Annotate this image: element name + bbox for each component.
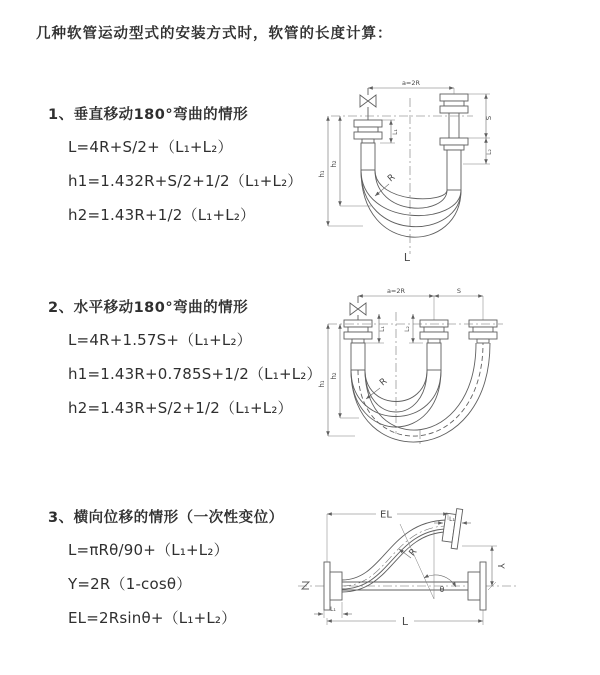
formula-h1: h1=1.43R+0.785S+1/2（L₁+L₂） [68, 365, 322, 383]
diagram-horizontal-180-bend [313, 284, 598, 469]
formula-y: Y=2R（1-cosθ） [68, 575, 192, 593]
dim-label-s: S [456, 287, 462, 295]
dimension-el [327, 510, 448, 563]
braided-section [351, 343, 365, 370]
formula-l: L=4R+S/2+（L₁+L₂） [68, 138, 233, 156]
right-hose-fitting [440, 94, 468, 190]
dimension-s [434, 287, 483, 296]
dimension-l1 [380, 120, 399, 143]
left-hose-fitting [344, 320, 372, 370]
formula-el: EL=2Rsinθ+（L₁+L₂） [68, 609, 237, 627]
hose-s-curve [342, 520, 446, 592]
dimension-l [327, 610, 483, 628]
dim-label-l1: L₁ [392, 129, 399, 135]
formula-h2: h2=1.43R+1/2（L₁+L₂） [68, 206, 256, 224]
valve-icon [360, 88, 376, 120]
page-title: 几种软管运动型式的安装方式时，软管的长度计算： [36, 26, 393, 42]
radius-label: R [386, 172, 398, 185]
formula-h1: h1=1.432R+S/2+1/2（L₁+L₂） [68, 172, 303, 190]
radius-label: R [407, 547, 420, 559]
braided-section [361, 143, 375, 170]
dim-label-a2r: a=2R [401, 79, 421, 87]
hose-curves [361, 170, 461, 237]
length-label: L [401, 615, 409, 628]
dim-label-h1: h₁ [318, 380, 326, 388]
braided-section [447, 150, 461, 190]
theta-label: θ [439, 585, 445, 594]
dim-label-l2: L₂ [404, 326, 411, 332]
valve-icon [350, 296, 366, 320]
dim-label-l1-top: L₁ [449, 516, 455, 523]
dimension-a2r [358, 287, 434, 296]
dim-label-el: EL [380, 509, 392, 521]
radius-label: R [378, 376, 390, 389]
section-vertical-180-bend [48, 103, 323, 238]
dim-label-h1: h₁ [318, 170, 326, 178]
dimension-l1-top [434, 516, 471, 523]
section-2-heading: 2、水平移动180°弯曲的情形 [48, 300, 249, 316]
diagram-lateral-displacement [296, 502, 600, 654]
centerline-break-icon [302, 582, 309, 589]
right-hose-fitting-moved [469, 296, 497, 343]
dim-label-h2: h₂ [330, 160, 338, 168]
dim-label-l2: L₂ [486, 149, 493, 155]
dim-label-l1-bottom: L₁ [330, 606, 336, 613]
dimension-l1-bottom [314, 602, 352, 618]
dim-label-y: Y [495, 563, 505, 569]
upper-flange-displaced [441, 507, 462, 549]
middle-hose-fitting [420, 296, 448, 370]
section-lateral-displacement [48, 506, 323, 641]
left-hose-fitting [354, 120, 382, 170]
formula-l: L=4R+1.57S+（L₁+L₂） [68, 331, 252, 349]
section-horizontal-180-bend [48, 296, 323, 431]
hose-curves-position2-moved [351, 343, 490, 442]
left-flange [324, 562, 342, 610]
diagram-vertical-180-bend [313, 76, 598, 266]
right-flange-straight [468, 562, 486, 610]
length-label: L [403, 251, 411, 264]
section-3-heading: 3、横向位移的情形（一次性变位） [48, 510, 284, 526]
section-1-heading: 1、垂直移动180°弯曲的情形 [48, 107, 249, 123]
radius-callout [375, 173, 397, 196]
formula-h2: h2=1.43R+S/2+1/2（L₁+L₂） [68, 399, 293, 417]
dim-label-h2: h₂ [330, 372, 338, 380]
dim-label-a2r: a=2R [386, 287, 406, 295]
dim-label-l1: L₁ [379, 326, 386, 332]
braided-section [427, 343, 441, 370]
formula-l: L=πRθ/90+（L₁+L₂） [68, 541, 229, 559]
dim-label-s: S [485, 115, 493, 121]
dimension-a2r [368, 79, 454, 94]
radius-callout [399, 547, 419, 558]
